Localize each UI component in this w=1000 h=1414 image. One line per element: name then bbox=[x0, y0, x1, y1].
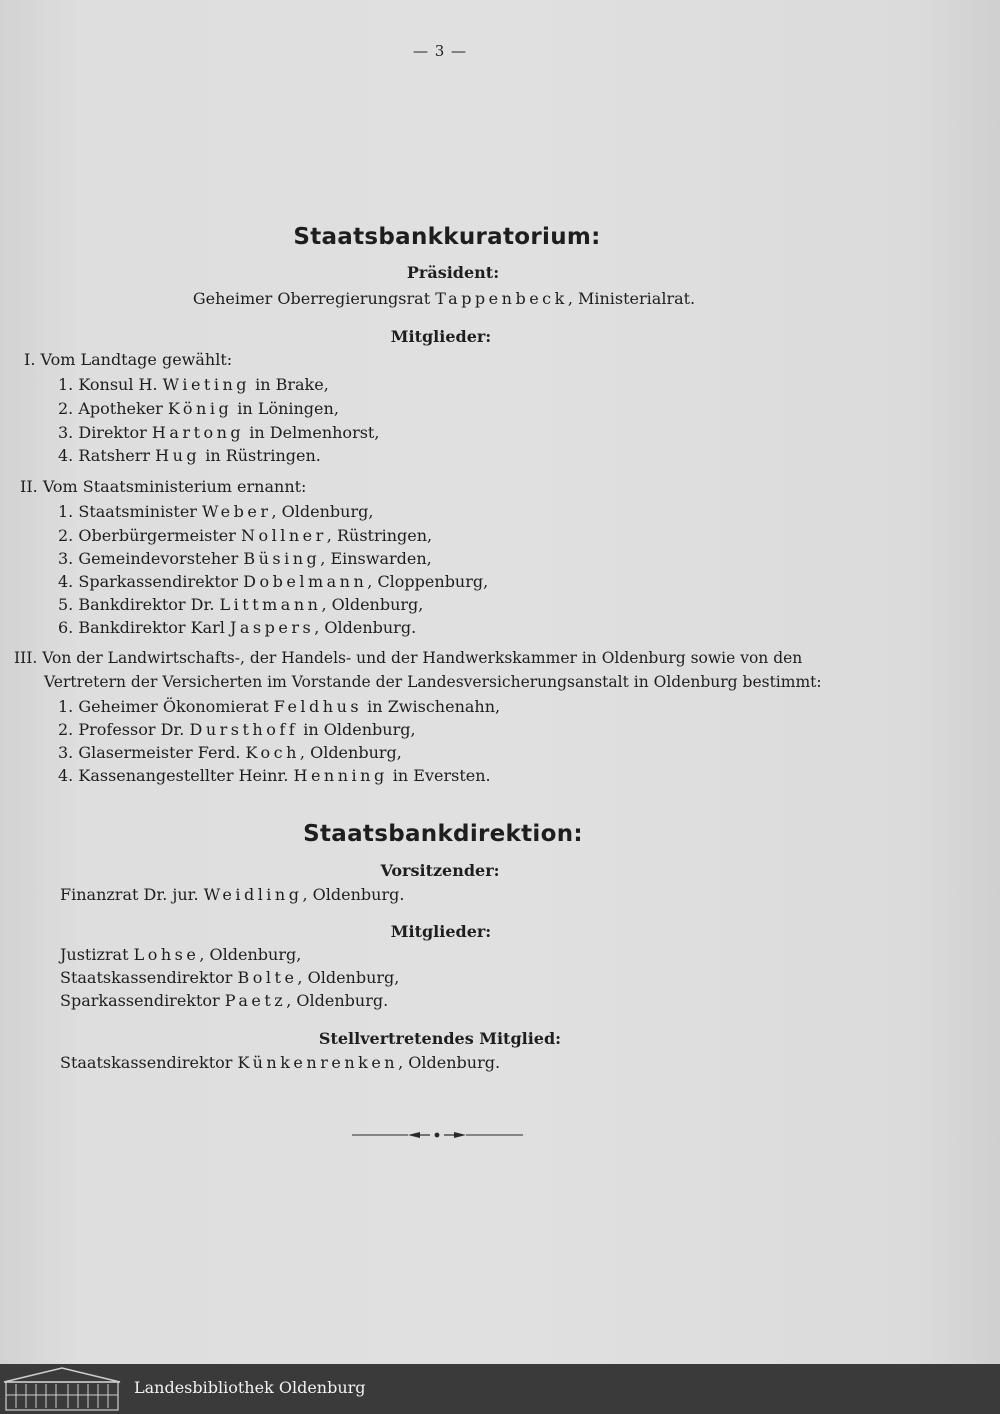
list-item bbox=[60, 991, 388, 1010]
group-heading-kammern-line2: Vertretern der Versicherten im Vorstande der Landesversicherungsanstalt in Oldenburg bestimmt: bbox=[44, 673, 822, 691]
praesident-rank: , Ministerialrat. bbox=[567, 289, 696, 308]
group-heading-kammern-line1: III. Von der Landwirtschafts-, der Handels- und der Handwerkskammer in Oldenburg sowie von den bbox=[14, 649, 803, 667]
item-title: Finanzrat Dr. jur. bbox=[60, 885, 204, 904]
list-item bbox=[58, 526, 432, 545]
item-place: , Oldenburg, bbox=[271, 502, 374, 521]
item-number: 4. bbox=[58, 766, 74, 785]
library-name: Landesbibliothek Oldenburg bbox=[134, 1378, 366, 1397]
item-number: 3. bbox=[58, 423, 74, 442]
item-number: 3. bbox=[58, 549, 74, 568]
item-name: Wieting bbox=[162, 375, 251, 394]
item-title: Glasermeister Ferd. bbox=[78, 743, 246, 762]
praesident-title: Geheimer Oberregierungsrat bbox=[192, 289, 436, 308]
item-title: Professor Dr. bbox=[78, 720, 190, 739]
list-item bbox=[60, 968, 399, 987]
praesident-heading: Präsident: bbox=[406, 263, 500, 282]
item-name: Feldhus bbox=[273, 697, 363, 716]
list-item bbox=[58, 766, 491, 785]
item-name: Jaspers bbox=[229, 618, 315, 637]
library-building-icon bbox=[0, 1364, 124, 1414]
mitglieder-heading: Mitglieder: bbox=[390, 327, 492, 346]
item-place: , Oldenburg. bbox=[286, 991, 389, 1010]
item-place: , Rüstringen, bbox=[326, 526, 433, 545]
list-item bbox=[58, 502, 373, 521]
item-name: Lohse bbox=[133, 945, 200, 964]
item-name: Hartong bbox=[151, 423, 245, 442]
item-title: Sparkassendirektor bbox=[78, 572, 244, 591]
list-item bbox=[58, 423, 379, 442]
item-title: Staatskassendirektor bbox=[60, 1053, 238, 1072]
item-title: Oberbürgermeister bbox=[78, 526, 241, 545]
item-place: in Delmenhorst, bbox=[244, 423, 380, 442]
item-title: Justizrat bbox=[60, 945, 134, 964]
item-title: Geheimer Ökonomierat bbox=[78, 697, 274, 716]
item-name: Henning bbox=[293, 766, 388, 785]
item-place: , Oldenburg. bbox=[314, 618, 417, 637]
list-item bbox=[60, 945, 301, 964]
item-number: 4. bbox=[58, 446, 74, 465]
list-item bbox=[58, 375, 329, 394]
item-number: 1. bbox=[58, 502, 74, 521]
item-name: Koch bbox=[245, 743, 300, 762]
item-title: Direktor bbox=[78, 423, 152, 442]
group-heading-landtag: I. Vom Landtage gewählt: bbox=[24, 350, 233, 369]
item-title: Bankdirektor Karl bbox=[78, 618, 230, 637]
list-item bbox=[58, 446, 321, 465]
item-place: in Oldenburg, bbox=[298, 720, 416, 739]
list-item bbox=[58, 399, 339, 418]
group-heading-staatsministerium: II. Vom Staatsministerium ernannt: bbox=[20, 477, 307, 496]
section-title-kuratorium: Staatsbankkuratorium: bbox=[293, 224, 601, 250]
praesident-line bbox=[193, 289, 695, 308]
item-name: Hug bbox=[155, 446, 201, 465]
item-name: Künkenrenken bbox=[237, 1053, 399, 1072]
item-place: in Eversten. bbox=[387, 766, 491, 785]
vorsitzender-line bbox=[60, 885, 404, 904]
item-place: , Oldenburg. bbox=[398, 1053, 501, 1072]
item-title: Staatsminister bbox=[78, 502, 203, 521]
item-title: Kassenangestellter Heinr. bbox=[78, 766, 294, 785]
item-title: Sparkassendirektor bbox=[60, 991, 225, 1010]
item-name: Weber bbox=[202, 502, 272, 521]
item-place: in Zwischenahn, bbox=[362, 697, 501, 716]
item-number: 2. bbox=[58, 720, 74, 739]
item-title: Staatskassendirektor bbox=[60, 968, 238, 987]
item-number: 4. bbox=[58, 572, 74, 591]
direktion-mitglieder-heading: Mitglieder: bbox=[390, 922, 492, 941]
item-number: 2. bbox=[58, 399, 74, 418]
item-number: 1. bbox=[58, 375, 74, 394]
item-number: 1. bbox=[58, 697, 74, 716]
item-title: Apotheker bbox=[78, 399, 168, 418]
stellvertretend-heading: Stellvertretendes Mitglied: bbox=[318, 1029, 562, 1048]
item-number: 2. bbox=[58, 526, 74, 545]
item-name: Nollner bbox=[241, 526, 327, 545]
list-item bbox=[58, 595, 423, 614]
item-number: 6. bbox=[58, 618, 74, 637]
item-place: , Oldenburg, bbox=[321, 595, 424, 614]
item-place: , Oldenburg, bbox=[297, 968, 400, 987]
item-place: , Einswarden, bbox=[320, 549, 432, 568]
item-title: Gemeindevorsteher bbox=[78, 549, 244, 568]
ornament-divider-icon bbox=[350, 1128, 525, 1142]
list-item bbox=[58, 549, 432, 568]
item-name: König bbox=[167, 399, 233, 418]
praesident-name: Tappenbeck bbox=[435, 289, 568, 308]
item-place: in Rüstringen. bbox=[200, 446, 321, 465]
vorsitzender-heading: Vorsitzender: bbox=[380, 861, 500, 880]
section-title-direktion: Staatsbankdirektion: bbox=[303, 821, 583, 847]
item-place: , Cloppenburg, bbox=[367, 572, 489, 591]
item-place: , Oldenburg, bbox=[299, 743, 402, 762]
item-title: Ratsherr bbox=[78, 446, 156, 465]
list-item bbox=[58, 572, 488, 591]
item-number: 3. bbox=[58, 743, 74, 762]
item-place: in Brake, bbox=[250, 375, 329, 394]
item-name: Büsing bbox=[243, 549, 321, 568]
item-name: Littmann bbox=[219, 595, 322, 614]
item-place: , Oldenburg, bbox=[199, 945, 302, 964]
list-item bbox=[58, 743, 402, 762]
stellvertretend-line bbox=[60, 1053, 500, 1072]
item-place: , Oldenburg. bbox=[302, 885, 405, 904]
item-name: Dobelmann bbox=[243, 572, 368, 591]
list-item bbox=[58, 720, 416, 739]
item-title: Konsul H. bbox=[78, 375, 163, 394]
item-name: Dursthoff bbox=[189, 720, 299, 739]
item-place: in Löningen, bbox=[232, 399, 339, 418]
item-name: Bolte bbox=[237, 968, 298, 987]
footer-bar bbox=[0, 1364, 1000, 1414]
item-name: Weidling bbox=[203, 885, 303, 904]
page-number: — 3 — bbox=[412, 42, 468, 60]
item-number: 5. bbox=[58, 595, 74, 614]
item-name: Paetz bbox=[224, 991, 287, 1010]
list-item bbox=[58, 697, 500, 716]
item-title: Bankdirektor Dr. bbox=[78, 595, 220, 614]
list-item bbox=[58, 618, 416, 637]
